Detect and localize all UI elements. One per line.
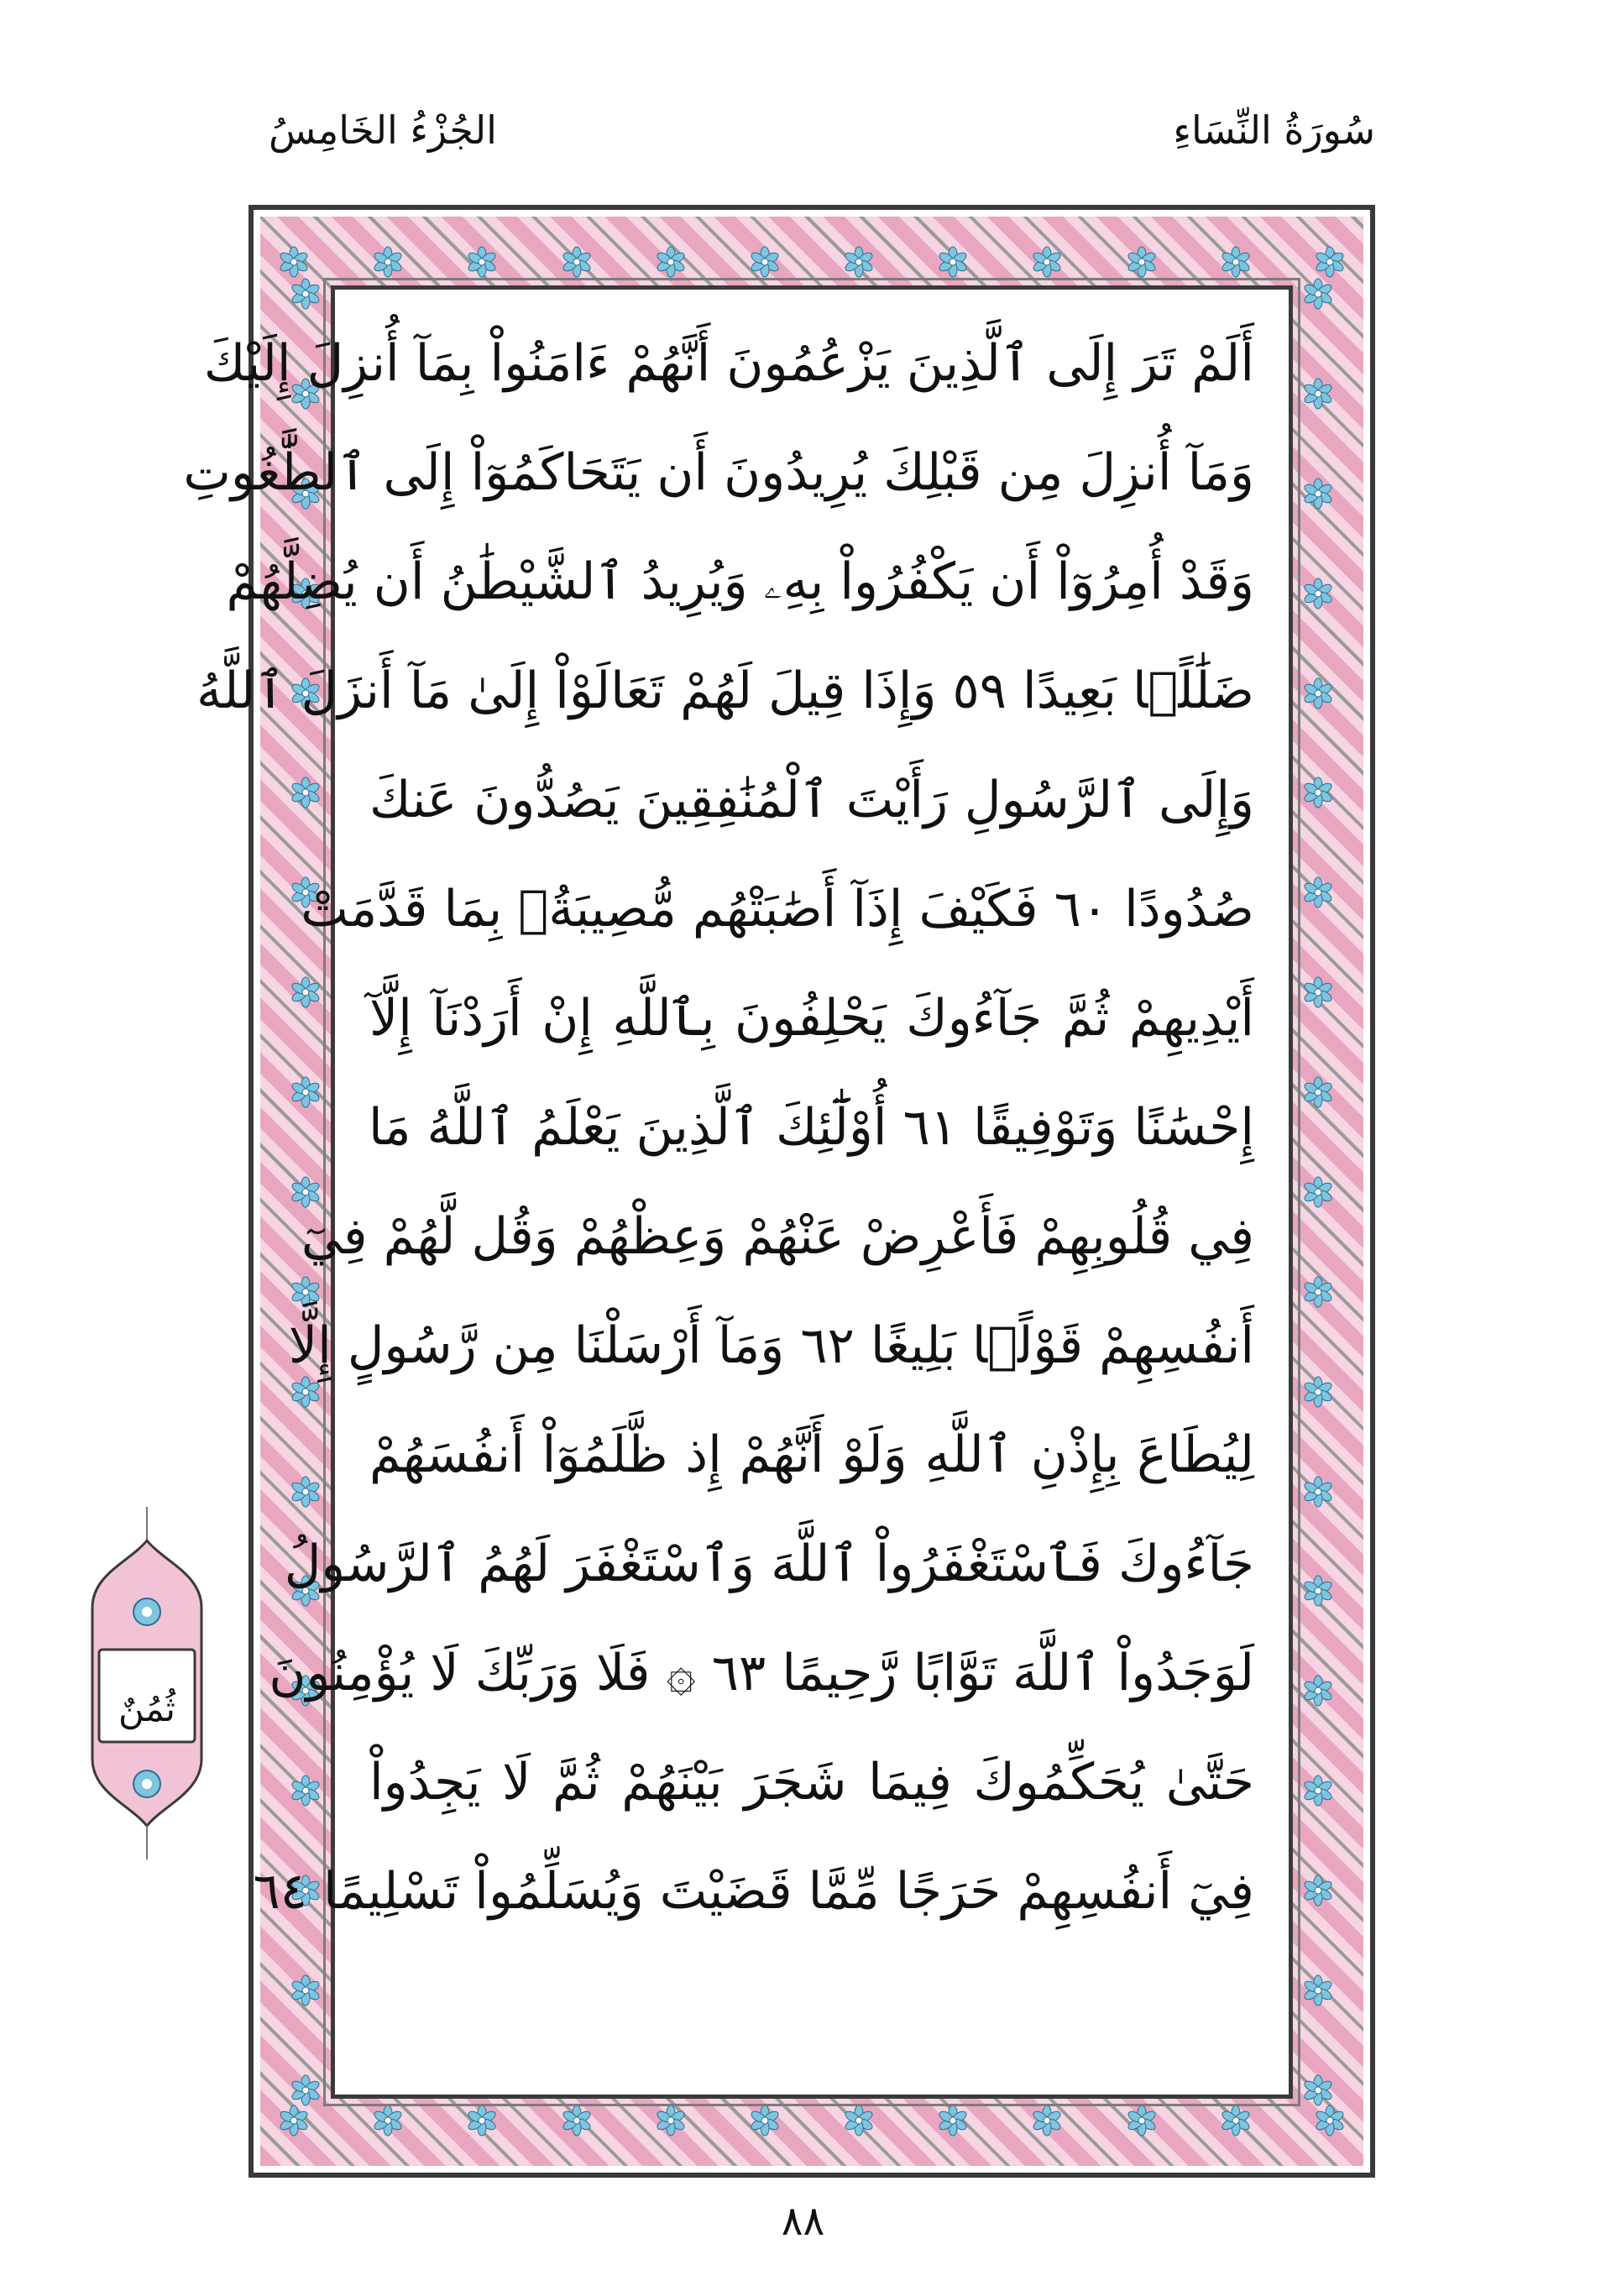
flower-rosette-icon bbox=[1301, 2074, 1335, 2107]
marker-line-bottom bbox=[146, 1826, 148, 1859]
hizb-label: ثُمُنٌ bbox=[118, 1688, 175, 1729]
verse-line-14: حَتَّىٰ يُحَكِّمُوكَ فِيمَا شَجَرَ بَيْنَهُمْ ثُمَّ لَا يَجِدُواْ bbox=[369, 1753, 1254, 1812]
flower-rosette-icon bbox=[1301, 1475, 1335, 1509]
flower-rosette-icon bbox=[289, 277, 322, 311]
flower-rosette-icon bbox=[1301, 1974, 1335, 2007]
marker-line-top bbox=[146, 1507, 148, 1540]
flower-rosette-icon bbox=[1030, 245, 1064, 279]
flower-rosette-icon bbox=[560, 245, 594, 279]
flower-rosette-icon bbox=[1301, 1574, 1335, 1608]
flower-rosette-icon bbox=[289, 1475, 322, 1509]
flower-rosette-icon bbox=[289, 776, 322, 809]
flower-rosette-icon bbox=[1219, 2104, 1253, 2137]
flower-rosette-icon bbox=[289, 2074, 322, 2107]
flower-rosette-icon bbox=[1301, 776, 1335, 809]
border-rosettes-bottom bbox=[277, 2097, 1347, 2144]
flower-rosette-icon bbox=[1301, 577, 1335, 610]
surah-title: سُورَةُ النِّسَاءِ bbox=[1173, 107, 1375, 153]
flower-rosette-icon bbox=[1301, 975, 1335, 1009]
flower-rosette-icon bbox=[1301, 1375, 1335, 1409]
hizb-medallion-icon bbox=[84, 1540, 210, 1826]
verse-line-13: لَوَجَدُواْ ٱللَّهَ تَوَّابًا رَّحِيمًا ٦٣ ۞ فَلَا وَرَبِّكَ لَا يُؤْمِنُونَ bbox=[269, 1644, 1254, 1702]
flower-rosette-icon bbox=[1313, 245, 1347, 279]
flower-rosette-icon bbox=[1301, 876, 1335, 909]
flower-rosette-icon bbox=[936, 245, 970, 279]
verse-line-2: وَمَآ أُنزِلَ مِن قَبْلِكَ يُرِيدُونَ أَن يَتَحَاكَمُوٓاْ إِلَى ٱلطَّٰغُوتِ bbox=[183, 443, 1254, 502]
verse-line-5: وَإِلَى ٱلرَّسُولِ رَأَيْتَ ٱلْمُنَٰفِقِينَ يَصُدُّونَ عَنكَ bbox=[369, 771, 1254, 829]
flower-rosette-icon bbox=[289, 1075, 322, 1109]
flower-rosette-icon bbox=[654, 2104, 688, 2137]
page-number: ٨٨ bbox=[781, 2198, 825, 2245]
flower-rosette-icon bbox=[289, 975, 322, 1009]
verse-line-1: أَلَمْ تَرَ إِلَى ٱلَّذِينَ يَزْعُمُونَ أَنَّهُمْ ءَامَنُواْ بِمَآ أُنزِلَ إِلَيْكَ bbox=[203, 334, 1254, 393]
verse-line-7: أَيْدِيهِمْ ثُمَّ جَآءُوكَ يَحْلِفُونَ بِٱللَّهِ إِنْ أَرَدْنَآ إِلَّآ bbox=[369, 989, 1254, 1048]
flower-rosette-icon bbox=[1301, 1674, 1335, 1708]
flower-rosette-icon bbox=[1301, 1075, 1335, 1109]
verse-line-3: وَقَدْ أُمِرُوٓاْ أَن يَكْفُرُواْ بِهِۦ وَيُرِيدُ ٱلشَّيْطَٰنُ أَن يُضِلَّهُمْ bbox=[226, 552, 1254, 611]
verse-line-11: لِيُطَاعَ بِإِذْنِ ٱللَّهِ وَلَوْ أَنَّهُمْ إِذ ظَّلَمُوٓاْ أَنفُسَهُمْ bbox=[369, 1425, 1254, 1484]
border-rosettes-top bbox=[277, 238, 1347, 285]
flower-rosette-icon bbox=[1301, 277, 1335, 311]
hizb-marker bbox=[84, 1507, 210, 1859]
flower-rosette-icon bbox=[654, 245, 688, 279]
flower-rosette-icon bbox=[277, 2104, 311, 2137]
flower-rosette-icon bbox=[371, 245, 405, 279]
flower-rosette-icon bbox=[465, 2104, 499, 2137]
flower-rosette-icon bbox=[842, 245, 876, 279]
flower-rosette-icon bbox=[748, 245, 782, 279]
verse-line-15: فِيٓ أَنفُسِهِمْ حَرَجًا مِّمَّا قَضَيْتَ وَيُسَلِّمُواْ تَسْلِيمًا ٦٤ bbox=[253, 1862, 1254, 1921]
flower-rosette-icon bbox=[1125, 2104, 1159, 2137]
flower-rosette-icon bbox=[1301, 377, 1335, 411]
flower-rosette-icon bbox=[1301, 677, 1335, 710]
flower-rosette-icon bbox=[1219, 245, 1253, 279]
flower-rosette-icon bbox=[842, 2104, 876, 2137]
verse-line-4: ضَلَٰلًۢا بَعِيدًا ٥٩ وَإِذَا قِيلَ لَهُمْ تَعَالَوْاْ إِلَىٰ مَآ أَنزَلَ ٱللَّهُ bbox=[196, 662, 1254, 720]
flower-rosette-icon bbox=[1301, 1275, 1335, 1309]
juz-title: الجُزْءُ الخَامِسُ bbox=[269, 107, 497, 153]
flower-rosette-icon bbox=[277, 245, 311, 279]
flower-rosette-icon bbox=[1301, 1874, 1335, 1907]
flower-rosette-icon bbox=[1301, 477, 1335, 510]
verse-line-9: فِي قُلُوبِهِمْ فَأَعْرِضْ عَنْهُمْ وَعِظْهُمْ وَقُل لَّهُمْ فِيٓ bbox=[301, 1207, 1254, 1266]
verse-line-10: أَنفُسِهِمْ قَوْلًۢا بَلِيغًا ٦٢ وَمَآ أَرْسَلْنَا مِن رَّسُولٍ إِلَّا bbox=[288, 1316, 1254, 1375]
verse-line-8: إِحْسَٰنًا وَتَوْفِيقًا ٦١ أُوْلَٰٓئِكَ ٱلَّذِينَ يَعْلَمُ ٱللَّهُ مَا bbox=[369, 1098, 1254, 1157]
verse-line-12: جَآءُوكَ فَٱسْتَغْفَرُواْ ٱللَّهَ وَٱسْتَغْفَرَ لَهُمُ ٱلرَّسُولُ bbox=[284, 1535, 1254, 1593]
flower-rosette-icon bbox=[560, 2104, 594, 2137]
flower-rosette-icon bbox=[1301, 1175, 1335, 1209]
flower-rosette-icon bbox=[748, 2104, 782, 2137]
flower-rosette-icon bbox=[289, 1974, 322, 2007]
flower-rosette-icon bbox=[936, 2104, 970, 2137]
flower-rosette-icon bbox=[371, 2104, 405, 2137]
flower-rosette-icon bbox=[465, 245, 499, 279]
flower-rosette-icon bbox=[289, 1774, 322, 1807]
flower-rosette-icon bbox=[1125, 245, 1159, 279]
verse-line-6: صُدُودًا ٦٠ فَكَيْفَ إِذَآ أَصَٰبَتْهُم مُّصِيبَةُۢ بِمَا قَدَّمَتْ bbox=[301, 880, 1254, 939]
flower-rosette-icon bbox=[1313, 2104, 1347, 2137]
flower-rosette-icon bbox=[1301, 1774, 1335, 1807]
border-rosettes-right bbox=[1295, 277, 1342, 2107]
verse-text-block bbox=[183, 309, 1254, 2072]
flower-rosette-icon bbox=[1030, 2104, 1064, 2137]
